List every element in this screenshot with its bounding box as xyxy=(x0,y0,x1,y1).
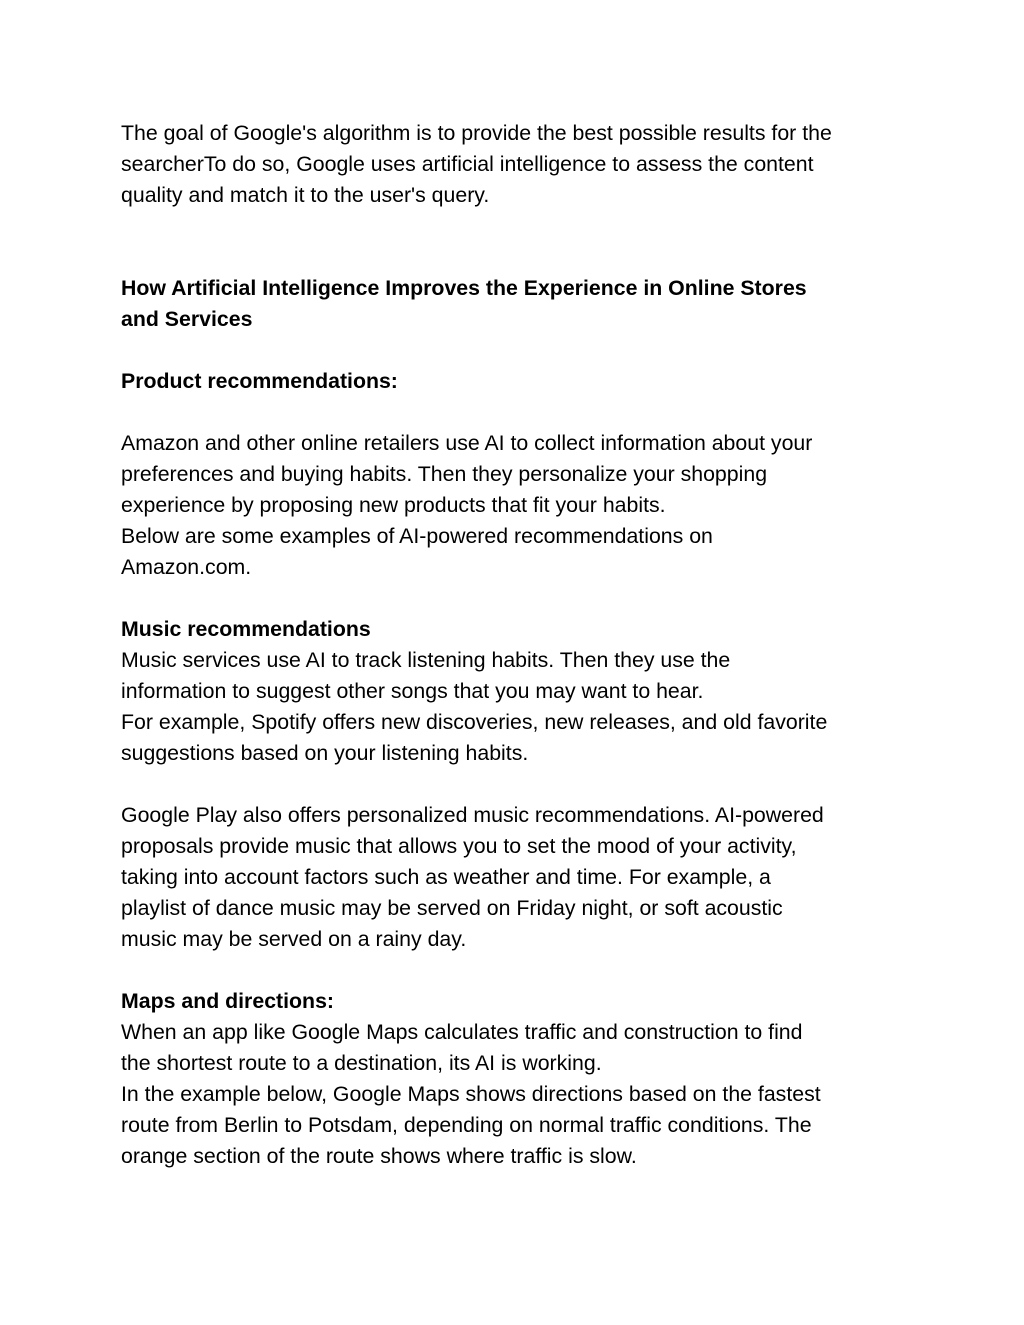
heading-line: How Artificial Intelligence Improves the Experience in Online Stores xyxy=(121,276,807,300)
music-recommendations-heading xyxy=(121,614,911,645)
heading-text: Product recommendations: xyxy=(121,369,398,393)
heading-text: Music recommendations xyxy=(121,617,371,641)
text-line: Music services use AI to track listening habits. Then they use the xyxy=(121,648,731,672)
text-line: the shortest route to a destination, its AI is working. xyxy=(121,1051,602,1075)
text-line: experience by proposing new products that fit your habits. xyxy=(121,493,666,517)
text-line: searcherTo do so, Google uses artificial intelligence to assess the content xyxy=(121,152,814,176)
maps-directions-heading xyxy=(121,986,911,1017)
text-line: Amazon and other online retailers use AI to collect information about your xyxy=(121,431,813,455)
text-line: Below are some examples of AI-powered recommendations on xyxy=(121,524,713,548)
music-recommendations-paragraph-2 xyxy=(121,800,911,955)
spacer xyxy=(121,955,911,986)
document-page xyxy=(121,118,911,1172)
text-line: music may be served on a rainy day. xyxy=(121,927,467,951)
product-recommendations-paragraph xyxy=(121,428,911,583)
text-line: taking into account factors such as weather and time. For example, a xyxy=(121,865,771,889)
maps-directions-paragraph xyxy=(121,1017,911,1172)
text-line: proposals provide music that allows you to set the mood of your activity, xyxy=(121,834,797,858)
product-recommendations-heading xyxy=(121,366,911,397)
text-line: playlist of dance music may be served on Friday night, or soft acoustic xyxy=(121,896,783,920)
text-line: Google Play also offers personalized music recommendations. AI-powered xyxy=(121,803,824,827)
spacer xyxy=(121,769,911,800)
main-heading xyxy=(121,273,911,335)
text-line: route from Berlin to Potsdam, depending on normal traffic conditions. The xyxy=(121,1113,812,1137)
heading-text: Maps and directions: xyxy=(121,989,335,1013)
spacer xyxy=(121,583,911,614)
intro-paragraph xyxy=(121,118,911,211)
text-line: The goal of Google's algorithm is to provide the best possible results for the xyxy=(121,121,832,145)
heading-line: and Services xyxy=(121,307,253,331)
spacer xyxy=(121,397,911,428)
text-line: When an app like Google Maps calculates traffic and construction to find xyxy=(121,1020,803,1044)
spacer xyxy=(121,335,911,366)
text-line: quality and match it to the user's query. xyxy=(121,183,490,207)
spacer xyxy=(121,211,911,273)
text-line: orange section of the route shows where traffic is slow. xyxy=(121,1144,637,1168)
text-line: suggestions based on your listening habits. xyxy=(121,741,529,765)
text-line: For example, Spotify offers new discoveries, new releases, and old favorite xyxy=(121,710,828,734)
text-line: In the example below, Google Maps shows directions based on the fastest xyxy=(121,1082,821,1106)
text-line: preferences and buying habits. Then they personalize your shopping xyxy=(121,462,768,486)
text-line: information to suggest other songs that you may want to hear. xyxy=(121,679,704,703)
music-recommendations-paragraph-1 xyxy=(121,645,911,769)
text-line: Amazon.com. xyxy=(121,555,252,579)
